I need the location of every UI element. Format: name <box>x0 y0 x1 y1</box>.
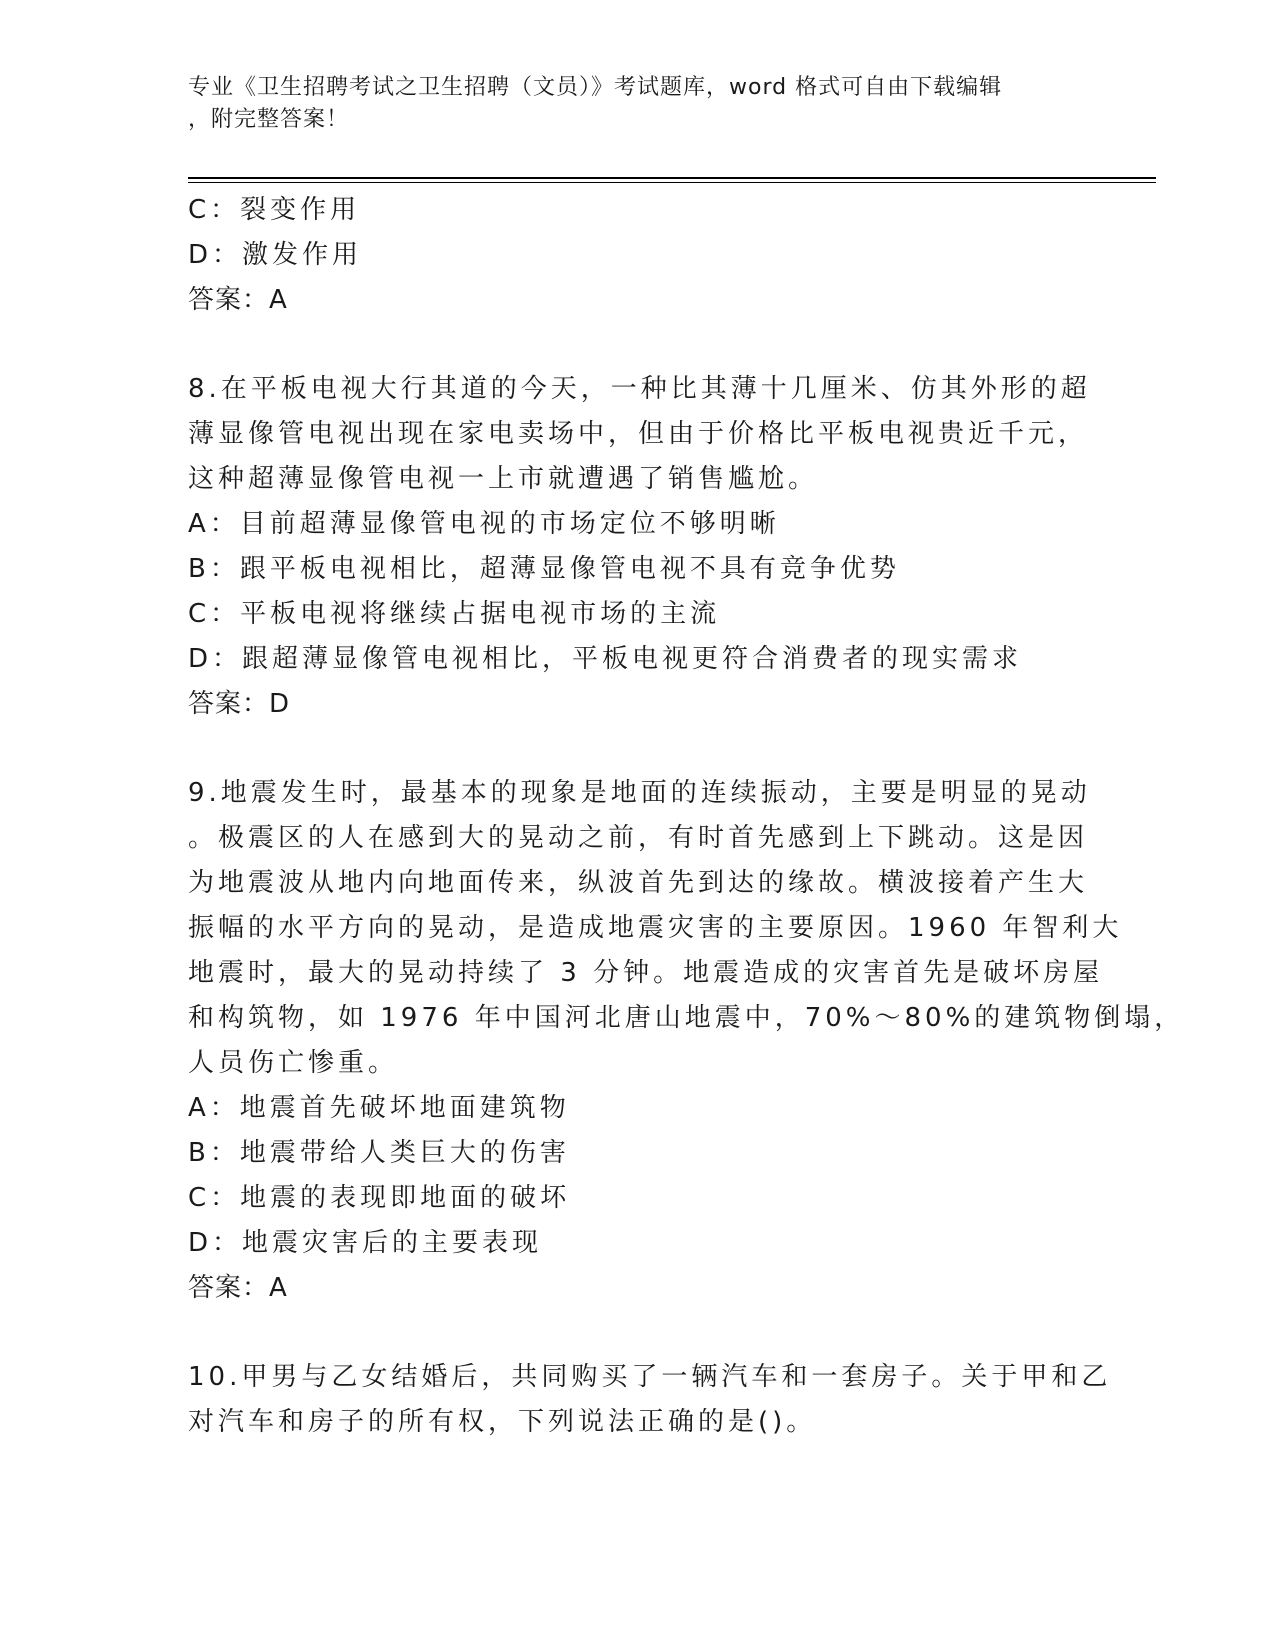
q8-option-d: D：跟超薄显像管电视相比，平板电视更符合消费者的现实需求 <box>188 644 1023 674</box>
q8-option-c: C：平板电视将继续占据电视市场的主流 <box>188 599 721 629</box>
q7-option-c: C：裂变作用 <box>188 195 361 225</box>
q9-stem-line-2: 。极震区的人在感到大的晃动之前，有时首先感到上下跳动。这是因 <box>188 823 1089 853</box>
q8-stem-line-1: 8.在平板电视大行其道的今天，一种比其薄十几厘米、仿其外形的超 <box>188 374 1091 404</box>
q10-stem-line-2: 对汽车和房子的所有权，下列说法正确的是()。 <box>188 1407 817 1437</box>
q8-answer: 答案：D <box>188 689 291 719</box>
q7-answer: 答案：A <box>188 285 288 315</box>
q9-stem-line-3: 为地震波从地内向地面传来，纵波首先到达的缘故。横波接着产生大 <box>188 868 1089 898</box>
q9-stem-line-7: 人员伤亡惨重。 <box>188 1048 399 1078</box>
q9-stem-line-6: 和构筑物，如 1976 年中国河北唐山地震中，70%～80%的建筑物倒塌， <box>188 1003 1185 1033</box>
q10-stem-line-1: 10.甲男与乙女结婚后，共同购买了一辆汽车和一套房子。关于甲和乙 <box>188 1362 1112 1392</box>
q9-option-d: D：地震灾害后的主要表现 <box>188 1228 543 1258</box>
q9-option-b: B：地震带给人类巨大的伤害 <box>188 1138 570 1168</box>
q8-option-b: B：跟平板电视相比，超薄显像管电视不具有竞争优势 <box>188 554 900 584</box>
header-divider-thick <box>188 177 1156 179</box>
q7-option-d: D：激发作用 <box>188 240 363 270</box>
q8-stem-line-2: 薄显像管电视出现在家电卖场中，但由于价格比平板电视贵近千元， <box>188 419 1089 449</box>
q9-answer: 答案：A <box>188 1273 288 1303</box>
question-content <box>188 188 1185 1445</box>
q8-stem-line-3: 这种超薄显像管电视一上市就遭遇了销售尴尬。 <box>188 464 819 494</box>
header-divider-thin <box>188 182 1156 183</box>
q9-stem-line-1: 9.地震发生时，最基本的现象是地面的连续振动，主要是明显的晃动 <box>188 778 1091 808</box>
q8-option-a: A：目前超薄显像管电视的市场定位不够明晰 <box>188 509 780 539</box>
q9-option-c: C：地震的表现即地面的破坏 <box>188 1183 571 1213</box>
document-header: 专业《卫生招聘考试之卫生招聘（文员）》考试题库，word 格式可自由下载编辑 ，附完整答案！ <box>188 75 1003 132</box>
q9-stem-line-4: 振幅的水平方向的晃动，是造成地震灾害的主要原因。1960 年智利大 <box>188 913 1123 943</box>
q9-option-a: A：地震首先破坏地面建筑物 <box>188 1093 570 1123</box>
q9-stem-line-5: 地震时，最大的晃动持续了 3 分钟。地震造成的灾害首先是破坏房屋 <box>188 958 1104 988</box>
